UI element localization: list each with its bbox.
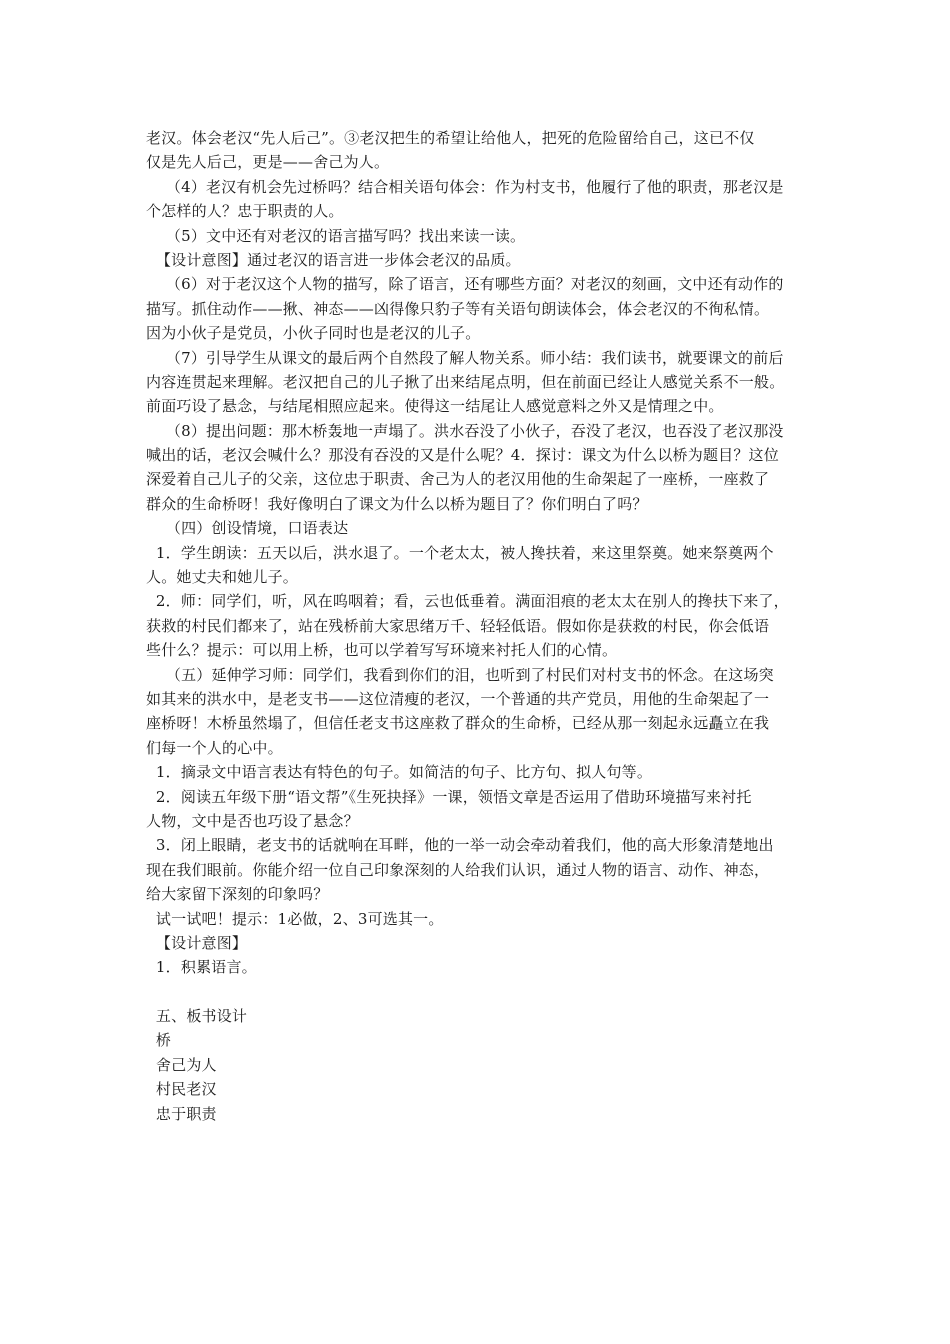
board-heading: 五、板书设计	[146, 1007, 248, 1026]
text-line: 人物，文中是否也巧设了悬念？	[146, 811, 359, 830]
text-line: 获救的村民们都来了，站在残桥前大家思绪万千、轻轻低语。假如你是获救的村民，你会低语	[146, 616, 770, 635]
board-item: 村民老汉	[146, 1080, 217, 1099]
text-line: 前面巧设了悬念，与结尾相照应起来。使得这一结尾让人感觉意料之外又是情理之中。	[146, 397, 724, 416]
board-item: 忠于职责	[146, 1104, 217, 1123]
text-line: 1．摘录文中语言表达有特色的句子。如简洁的句子、比方句、拟人句等。	[146, 763, 653, 782]
text-line: （6）对于老汉这个人物的描写，除了语言，还有哪些方面？对老汉的刻画，文中还有动作的	[146, 275, 784, 294]
board-item: 舍己为人	[146, 1055, 217, 1074]
text-line: （7）引导学生从课文的最后两个自然段了解人物关系。师小结：我们读书，就要课文的前后	[146, 348, 784, 367]
text-line: 人。她丈夫和她儿子。	[146, 568, 299, 587]
text-line: （4）老汉有机会先过桥吗？结合相关语句体会：作为村支书，他履行了他的职责，那老汉是	[146, 177, 784, 196]
board-design-section	[146, 1004, 818, 1126]
text-line: 现在我们眼前。你能介绍一位自己印象深刻的人给我们认识，通过人物的语言、动作、神态，	[146, 860, 770, 879]
text-line: 们每一个人的心中。	[146, 738, 283, 757]
text-line: 如其来的洪水中，是老支书——这位清瘦的老汉，一个普通的共产党员，用他的生命架起了一	[146, 689, 770, 708]
text-line: 【设计意图】通过老汉的语言进一步体会老汉的品质。	[146, 250, 521, 269]
text-line: 2．阅读五年级下册“语文帮”《生死抉择》一课，领悟文章是否运用了借助环境描写来衬托	[146, 787, 752, 806]
text-line: 【设计意图】	[146, 933, 248, 952]
text-line: 1．学生朗读：五天以后，洪水退了。一个老太太，被人搀扶着，来这里祭奠。她来祭奠两个	[146, 543, 774, 562]
text-line: 2．师：同学们，听，风在呜咽着；看，云也低垂着。满面泪痕的老太太在别人的搀扶下来了，	[146, 592, 789, 611]
text-line: 1．积累语言。	[146, 958, 257, 977]
text-line: 试一试吧！提示：1必做，2、3可选其一。	[146, 909, 444, 928]
document-page	[146, 126, 818, 1126]
text-line: （8）提出问题：那木桥轰地一声塌了。洪水吞没了小伙子，吞没了老汉，也吞没了老汉那没	[146, 421, 784, 440]
board-item: 桥	[146, 1031, 172, 1050]
text-line: 因为小伙子是党员，小伙子同时也是老汉的儿子。	[146, 324, 481, 343]
text-line: 个怎样的人？忠于职责的人。	[146, 202, 344, 221]
text-line: 座桥呀！木桥虽然塌了，但信任老支书这座救了群众的生命桥，已经从那一刻起永远矗立在我	[146, 714, 770, 733]
text-line: 3．闭上眼睛，老支书的话就响在耳畔，他的一举一动会牵动着我们，他的高大形象清楚地出	[146, 836, 774, 855]
text-line: 深爱着自己儿子的父亲，这位忠于职责、舍己为人的老汉用他的生命架起了一座桥，一座救了	[146, 470, 770, 489]
text-line: 描写。抓住动作——揪、神态——凶得像只豹子等有关语句朗读体会，体会老汉的不徇私情。	[146, 299, 770, 318]
section-gap	[146, 980, 818, 1004]
document-body	[146, 126, 818, 980]
text-line: 给大家留下深刻的印象吗？	[146, 885, 329, 904]
text-line: （四）创设情境，口语表达	[146, 519, 349, 538]
text-line: 内容连贯起来理解。老汉把自己的儿子揪了出来结尾点明，但在前面已经让人感觉关系不一般。	[146, 372, 785, 391]
text-line: 仅是先人后己，更是——舍己为人。	[146, 153, 390, 172]
text-line: （五）延伸学习师：同学们，我看到你们的泪，也听到了村民们对村支书的怀念。在这场突	[146, 665, 774, 684]
text-line: 群众的生命桥呀！我好像明白了课文为什么以桥为题目了？你们明白了吗？	[146, 494, 648, 513]
text-line: （5）文中还有对老汉的语言描写吗？找出来读一读。	[146, 226, 526, 245]
text-line: 些什么？提示：可以用上桥，也可以学着写写环境来衬托人们的心情。	[146, 641, 618, 660]
text-line: 老汉。体会老汉“先人后己”。③老汉把生的希望让给他人，把死的危险留给自己，这已不仅	[146, 129, 755, 147]
text-line: 喊出的话，老汉会喊什么？那没有吞没的又是什么呢？4．探讨：课文为什么以桥为题目？这位	[146, 446, 779, 465]
